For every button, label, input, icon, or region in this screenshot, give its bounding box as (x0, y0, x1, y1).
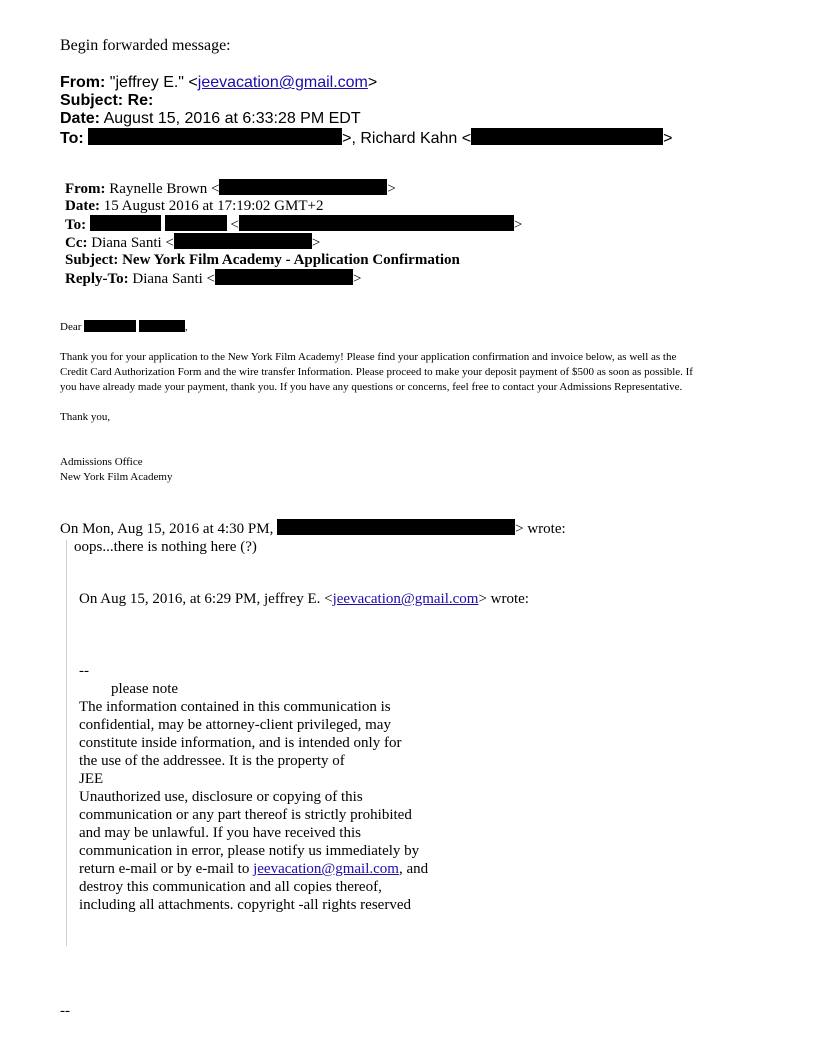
disclaimer-line: destroy this communication and all copies thereof, (79, 879, 382, 895)
reply-wrote-line (60, 519, 566, 538)
reply-wrote-prefix: On Mon, Aug 15, 2016 at 4:30 PM, (60, 521, 274, 537)
inner-cc-value: Diana Santi < (91, 235, 174, 251)
inner-from-label: From: (65, 181, 106, 197)
redaction-block (219, 179, 387, 195)
redaction-block (471, 128, 663, 145)
disclaimer-line: communication in error, please notify us immediately by (79, 843, 420, 859)
redaction-block (277, 519, 515, 535)
inner-from-line (65, 179, 396, 198)
disclaimer-line: including all attachments. copyright -all rights reserved (79, 897, 411, 913)
forward-from-email-link[interactable]: jeevacation@gmail.com (197, 74, 368, 91)
letter-thanks: Thank you, (60, 411, 111, 423)
nested-wrote-prefix: On Aug 15, 2016, at 6:29 PM, jeffrey E. < (79, 591, 333, 607)
inner-date-line (65, 197, 323, 215)
redaction-block (84, 320, 136, 332)
forward-subject-label: Subject: (60, 92, 124, 109)
letter-paragraph-line: Credit Card Authorization Form and the wire transfer Information. Please proceed to make your deposit payment of $500 as soon as possible. If (60, 366, 693, 378)
inner-replyto-value: Diana Santi < (132, 271, 215, 287)
salutation-end: , (184, 321, 188, 333)
forward-to-label: To: (60, 130, 84, 147)
inner-to-open: < (230, 217, 239, 233)
redaction-block (215, 269, 353, 285)
inner-replyto-line (65, 269, 361, 288)
disclaimer-line: the use of the addressee. It is the property of (79, 753, 345, 769)
forward-to-close: > (663, 130, 673, 147)
letter-signature-line1: Admissions Office (60, 456, 143, 468)
disclaimer-line: constitute inside information, and is intended only for (79, 735, 402, 751)
nested-email-link[interactable]: jeevacation@gmail.com (332, 591, 479, 607)
quote-bar (66, 540, 67, 946)
signature-dashes: -- (79, 663, 89, 679)
disclaimer-line: and may be unlawful. If you have received this (79, 825, 361, 841)
disclaimer-line: communication or any part thereof is strictly prohibited (79, 807, 412, 823)
forward-subject-line (60, 92, 153, 110)
forward-from-value: "jeffrey E." < (109, 74, 198, 91)
inner-subject-label: Subject: (65, 252, 119, 268)
redaction-block (174, 233, 312, 249)
redaction-block (239, 215, 514, 231)
forward-subject-value: Re: (127, 92, 154, 109)
reply-oops: oops...there is nothing here (?) (74, 539, 257, 555)
nested-wrote-suffix: > wrote: (478, 591, 529, 607)
salutation-text: Dear (60, 321, 82, 333)
disclaimer-email-line (79, 860, 428, 878)
forward-intro: Begin forwarded message: (60, 37, 231, 54)
letter-signature-line2: New York Film Academy (60, 471, 173, 483)
please-note: please note (111, 681, 179, 697)
forward-date-value: August 15, 2016 at 6:33:28 PM EDT (103, 110, 361, 127)
inner-to-label: To: (65, 217, 87, 233)
footer-dashes: -- (60, 1003, 70, 1019)
redaction-block (139, 320, 185, 332)
inner-subject-value: New York Film Academy - Application Confirmation (122, 252, 460, 268)
inner-to-line (65, 215, 522, 234)
redaction-block (165, 215, 227, 231)
inner-cc-line (65, 233, 320, 252)
inner-replyto-label: Reply-To: (65, 271, 129, 287)
nested-wrote-line (79, 590, 529, 608)
inner-date-label: Date: (65, 198, 100, 214)
forward-to-sep: >, Richard Kahn < (342, 130, 472, 147)
letter-salutation (60, 320, 188, 335)
forward-to-line (60, 128, 672, 148)
inner-cc-label: Cc: (65, 235, 88, 251)
forward-from-line (60, 74, 377, 92)
inner-date-value: 15 August 2016 at 17:19:02 GMT+2 (103, 198, 324, 214)
letter-paragraph-line: you have already made your payment, thank you. If you have any questions or concerns, feel free to contact your Admissions Representative. (60, 381, 683, 393)
inner-replyto-close: > (353, 271, 362, 287)
forward-from-close: > (367, 74, 378, 91)
inner-cc-close: > (311, 235, 321, 251)
disclaimer-line: The information contained in this communication is (79, 699, 391, 715)
disclaimer-email-link[interactable]: jeevacation@gmail.com (253, 861, 399, 877)
letter-paragraph-line: Thank you for your application to the New York Film Academy! Please find your application confirmation and invoice below, as well as the (60, 351, 677, 363)
disclaimer-email-prefix: return e-mail or by e-mail to (79, 861, 254, 877)
inner-from-value: Raynelle Brown < (109, 181, 220, 197)
inner-from-close: > (387, 181, 396, 197)
disclaimer-email-suffix: , and (398, 861, 429, 877)
reply-wrote-suffix: > wrote: (515, 521, 566, 537)
forward-date-label: Date: (60, 110, 101, 127)
disclaimer-line: JEE (79, 771, 104, 787)
redaction-block (90, 215, 161, 231)
forward-from-label: From: (60, 74, 106, 91)
redaction-block (88, 128, 342, 145)
disclaimer-line: confidential, may be attorney-client privileged, may (79, 717, 391, 733)
inner-to-close: > (513, 217, 523, 233)
forward-date-line (60, 110, 361, 128)
inner-subject-line (65, 251, 460, 269)
disclaimer-line: Unauthorized use, disclosure or copying of this (79, 789, 363, 805)
